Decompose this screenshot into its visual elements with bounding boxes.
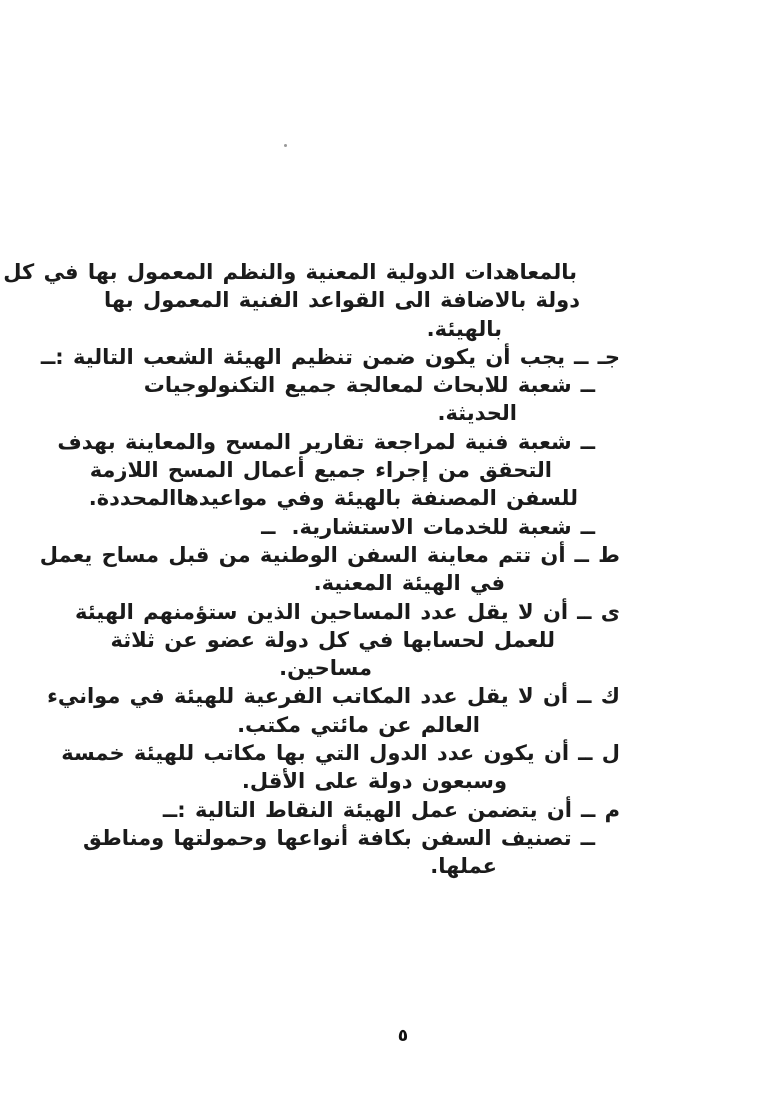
text-line [190,569,620,597]
item-letter-marker: ى ــ [577,599,620,624]
line-text: تصنيف السفن بكافة أنواعها وحمولتها ومناطق [83,825,572,850]
line-text: بالهيئة. [426,316,502,341]
text-line [104,286,620,314]
dash-bullet: ــ [580,514,595,539]
line-text: دولة بالاضافة الى القواعد الفنية المعمول بها [104,288,580,313]
text-line [190,399,620,427]
list-item-mim [162,796,620,824]
sub-bullet-line [57,428,620,456]
trailing-dash: ــ [261,514,276,539]
line-text: الحديثة. [437,401,517,426]
line-text: أن لا يقل عدد المكاتب الفرعية للهيئة في موانيء [47,684,569,709]
line-text: للسفن المصنفة بالهيئة وفي مواعيدهاالمحددة. [88,486,578,511]
list-item-ya [75,598,620,626]
sub-bullet-line [83,824,620,852]
text-line [190,315,620,343]
list-item-ta [39,541,620,569]
item-letter-marker: جـ ــ [574,344,620,369]
line-text: أن يكون عدد الدول التي بها مكاتب للهيئة خمسة [61,741,570,766]
text-line [88,484,620,512]
line-text: العالم عن مائتي مكتب. [237,712,480,737]
text-line [110,626,620,654]
page-number: ٥ [397,1026,409,1046]
line-text: شعبة للخدمات الاستشارية. [291,514,572,539]
item-letter-marker: ط ــ [574,542,620,567]
text-line [190,711,620,739]
list-item-j [40,343,620,371]
text-line [89,456,620,484]
line-text: أن تتم معاينة السفن الوطنية من قبل مساح يعمل [39,542,566,567]
text-line [190,767,620,795]
line-text: شعبة فنية لمراجعة تقارير المسح والمعاينة بهدف [57,429,572,454]
text-line [190,654,620,682]
dash-bullet: ــ [580,429,595,454]
line-text: للعمل لحسابها في كل دولة عضو عن ثلاثة [110,627,555,652]
line-text: التحقق من إجراء جميع أعمال المسح اللازمة [89,458,552,483]
line-text: شعبة للابحاث لمعالجة جميع التكنولوجيات [143,373,572,398]
line-text: بالمعاهدات الدولية المعنية والنظم المعمول بها في كل [3,260,577,284]
document-text-block [3,258,620,881]
dash-bullet: ــ [580,373,595,398]
line-text: وسبعون دولة على الأقل. [241,769,507,794]
item-letter-marker: م ــ [580,797,620,822]
line-text: في الهيئة المعنية. [313,571,505,596]
item-letter-marker: ل ــ [578,741,620,766]
text-line [3,258,620,286]
item-letter-marker: ك ــ [577,684,620,709]
scan-artifact-speck [284,144,287,147]
line-text: يجب أن يكون ضمن تنظيم الهيئة الشعب التالية :ــ [40,344,566,369]
sub-bullet-line [143,371,620,399]
list-item-lam [61,739,620,767]
line-text: أن يتضمن عمل الهيئة النقاط التالية :ــ [162,797,572,822]
list-item-kaf [47,682,620,710]
line-text: مساحين. [279,656,372,681]
dash-bullet: ــ [580,825,595,850]
text-line [190,852,620,880]
sub-bullet-line [190,513,620,541]
line-text: أن لا يقل عدد المساحين الذين ستؤمنهم الهيئة [75,599,569,624]
line-text: عملها. [430,854,497,879]
